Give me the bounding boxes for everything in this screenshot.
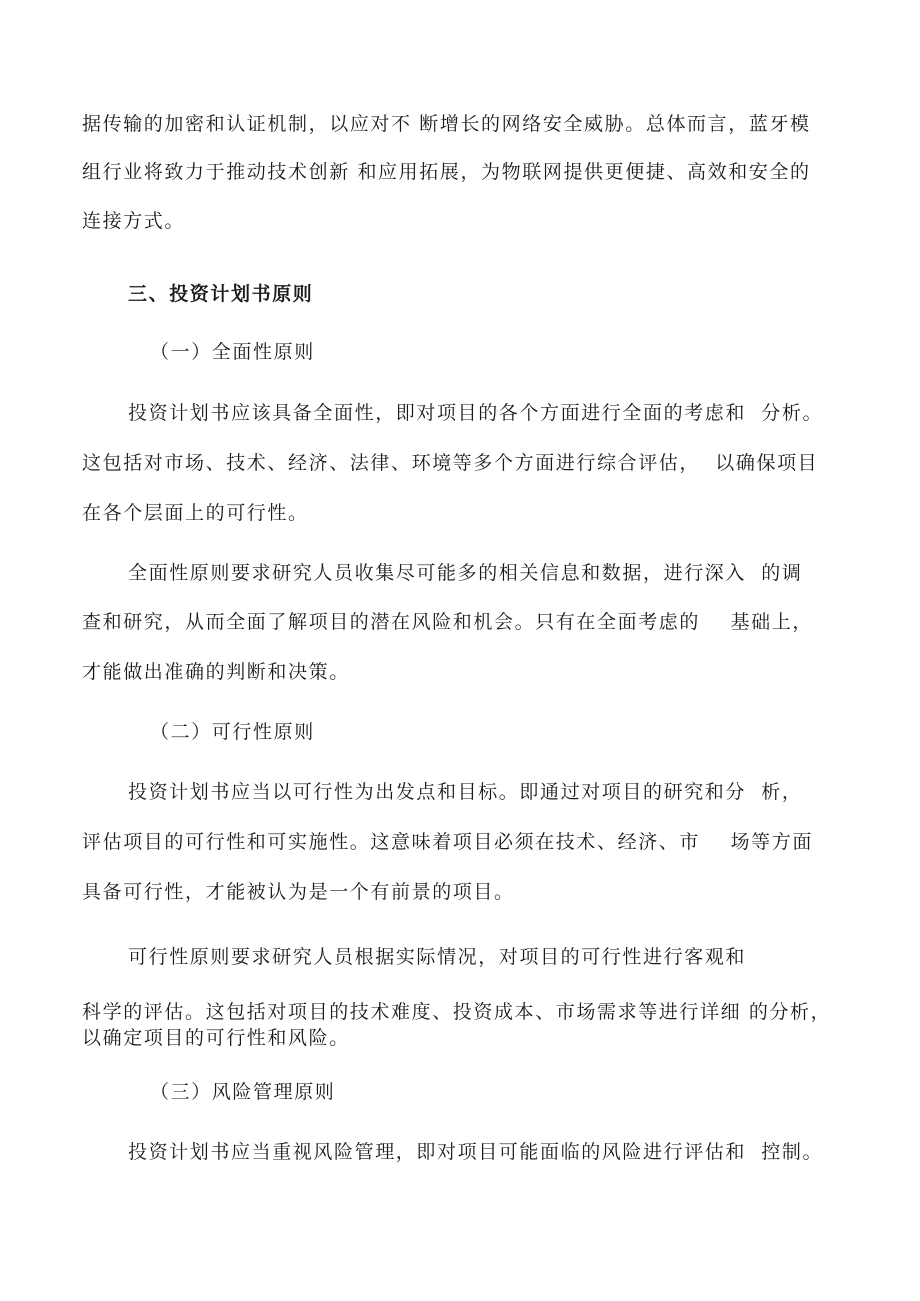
body-text-line: 组行业将致力于推动技术创新 和应用拓展，为物联网提供更便捷、高效和安全的: [82, 161, 811, 183]
body-text-line: 科学的评估。这包括对项目的技术难度、投资成本、市场需求等进行详细 的分析，: [82, 1001, 832, 1023]
body-text-line: 据传输的加密和认证机制，以应对不 断增长的网络安全威胁。总体而言，蓝牙模: [82, 113, 811, 135]
body-text-line: 在各个层面上的可行性。: [82, 502, 309, 524]
body-text-line: 连接方式。: [82, 210, 186, 232]
subsection-heading: （三）风险管理原则: [150, 1081, 336, 1103]
body-text-line: 这包括对市场、技术、经济、法律、环境等多个方面进行综合评估， 以确保项目: [82, 452, 819, 474]
body-text-line: 投资计划书应当重视风险管理，即对项目可能面临的风险进行评估和 控制。: [128, 1141, 824, 1163]
body-text-line: 可行性原则要求研究人员根据实际情况，对项目的可行性进行客观和: [128, 946, 747, 968]
section-heading: 三、投资计划书原则: [128, 283, 314, 305]
body-text-line: 投资计划书应当以可行性为出发点和目标。即通过对项目的研究和分 析，: [128, 781, 803, 803]
subsection-heading: （二）可行性原则: [150, 721, 315, 743]
body-text-line: 全面性原则要求研究人员收集尽可能多的相关信息和数据，进行深入 的调: [128, 562, 803, 584]
subsection-heading: （一）全面性原则: [150, 341, 315, 363]
body-text-line: 评估项目的可行性和可实施性。这意味着项目必须在技术、经济、市 场等方面: [82, 831, 813, 853]
body-text-line: 以确定项目的可行性和风险。: [82, 1027, 350, 1049]
body-text-line: 投资计划书应该具备全面性，即对项目的各个方面进行全面的考虑和 分析。: [128, 402, 824, 424]
body-text-line: 才能做出准确的判断和决策。: [82, 661, 350, 683]
body-text-line: 具备可行性，才能被认为是一个有前景的项目。: [82, 881, 515, 903]
body-text-line: 查和研究，从而全面了解项目的潜在风险和机会。只有在全面考虑的 基础上，: [82, 611, 813, 633]
